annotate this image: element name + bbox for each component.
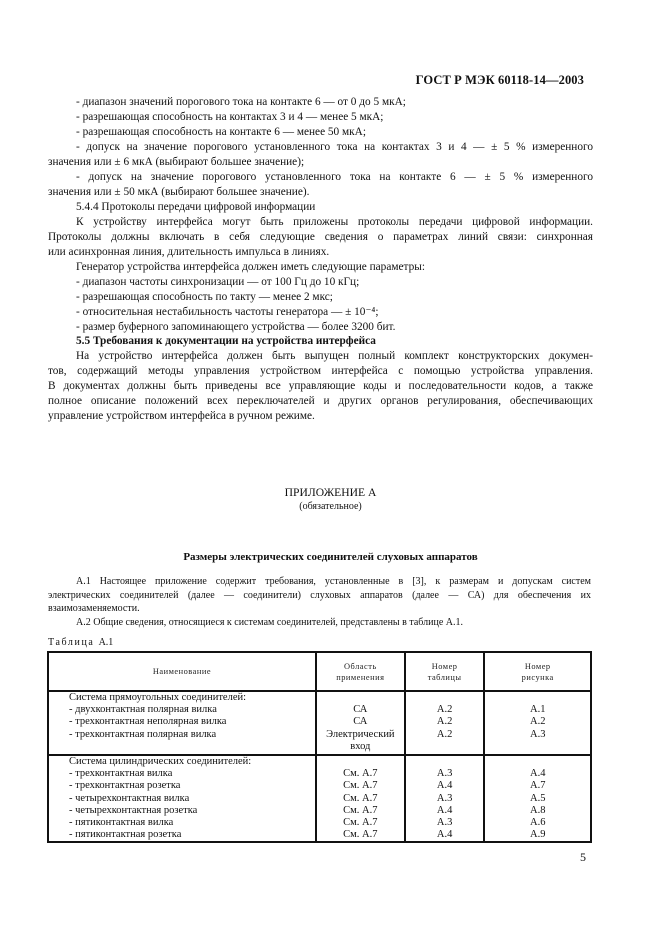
page-number: 5 (580, 850, 586, 864)
list-item: - относительная нестабильность частоты генератора — ± 10⁻⁴; (76, 306, 379, 318)
paragraph-line: взаимозаменяемости. (48, 603, 140, 614)
paragraph-line: А.2 Общие сведения, относящиеся к системам соединителей, представлены в таблице А.1. (76, 617, 463, 628)
cell-scope: СА СА Электрический вход (316, 691, 405, 755)
paragraph-line: К устройству интерфейса могут быть приложены протоколы передачи цифровой информации. (76, 216, 593, 228)
list-item: - допуск на значение порогового установленного тока на контактах 3 и 4 — ± 5 % измеренного (76, 141, 593, 153)
cell-table-number: А.3 А.4 А.3 А.4 А.3 А.4 (405, 755, 485, 842)
list-item: - размер буферного запоминающего устройства — более 3200 бит. (76, 321, 396, 333)
header-scope: Область применения (316, 652, 405, 691)
paragraph-line: В документах должны быть приведены все управляющие коды и последовательности кодов, а также (48, 380, 593, 392)
list-item: - допуск на значение порогового установленного тока на контакте 6 — ± 5 % измеренного (76, 171, 593, 183)
list-item: - разрешающая способность на контактах 3 и 4 — менее 5 мкА; (76, 111, 384, 123)
table-header-row (48, 652, 591, 691)
list-item: - диапазон значений порогового тока на контакте 6 — от 0 до 5 мкА; (76, 96, 406, 108)
appendix-status: (обязательное) (299, 501, 362, 512)
cell-table-number: А.2 А.2 А.2 (405, 691, 485, 755)
header-figure-number: Номер рисунка (484, 652, 591, 691)
paragraph-line: Генератор устройства интерфейса должен иметь следующие параметры: (76, 261, 425, 273)
list-item: - диапазон частоты синхронизации — от 100 Гц до 10 кГц; (76, 276, 360, 288)
appendix-label: ПРИЛОЖЕНИЕ А (284, 486, 377, 499)
section-heading-5-4-4: 5.4.4 Протоколы передачи цифровой информации (76, 201, 316, 213)
header-name: Наименование (48, 652, 316, 691)
paragraph-line: или асинхронная линия, длительность импульса в линиях. (48, 246, 330, 258)
table-row-group-cylindrical (48, 755, 591, 842)
cell-name: Система прямоугольных соединителей: - двухконтактная полярная вилка - трехконтактная неполярная вилка - трехконтактная полярная вилка (48, 691, 316, 755)
paragraph-line: полное описание положений всех переключателей и других органов регулирования, обеспечивающих (48, 395, 593, 407)
cell-figure-number: А.1 А.2 А.3 (484, 691, 591, 755)
table-row-group-rectangular (48, 691, 591, 755)
cell-name: Система цилиндрических соединителей: - трехконтактная вилка - трехконтактная розетка - четырехконтактная вилка - четырехконтактная розетка - пятиконтактная вилка - пятиконтактная розетка (48, 755, 316, 842)
document-id-header: ГОСТ Р МЭК 60118-14—2003 (415, 73, 584, 87)
list-item-continuation: значения или ± 50 мкА (выбирают большее значение). (48, 186, 310, 198)
cell-figure-number: А.4 А.7 А.5 А.8 А.6 А.9 (484, 755, 591, 842)
paragraph-line: электрических соединителей (далее — соединители) слуховых аппаратов (далее — СА) для обеспечения их (48, 590, 591, 601)
paragraph-line: Протоколы должны включать в себя следующие сведения о параметрах линий связи: синхронная (48, 231, 593, 243)
appendix-title: Размеры электрических соединителей слуховых аппаратов (183, 551, 478, 563)
cell-scope: См. А.7 См. А.7 См. А.7 См. А.7 См. А.7 См. А.7 (316, 755, 405, 842)
list-item: - разрешающая способность на контакте 6 — менее 50 мкА; (76, 126, 366, 138)
list-item: - разрешающая способность по такту — менее 2 мкс; (76, 291, 333, 303)
connectors-table (47, 651, 592, 843)
paragraph-line: тов, содержащий методы управления устройством интерфейса с помощью устройства управления. (48, 365, 593, 377)
header-table-number: Номер таблицы (405, 652, 485, 691)
paragraph-line: А.1 Настоящее приложение содержит требования, установленные в [3], к размерам и допускам систем (76, 576, 591, 587)
table-caption: Таблица А.1 (48, 637, 114, 648)
paragraph-line: На устройство интерфейса должен быть выпущен полный комплект конструкторских докумен- (76, 350, 593, 362)
section-heading-5-5: 5.5 Требования к документации на устройства интерфейса (76, 335, 376, 347)
list-item-continuation: значения или ± 6 мкА (выбирают большее значение); (48, 156, 305, 168)
paragraph-line: управление устройством интерфейса в ручном режиме. (48, 410, 315, 422)
